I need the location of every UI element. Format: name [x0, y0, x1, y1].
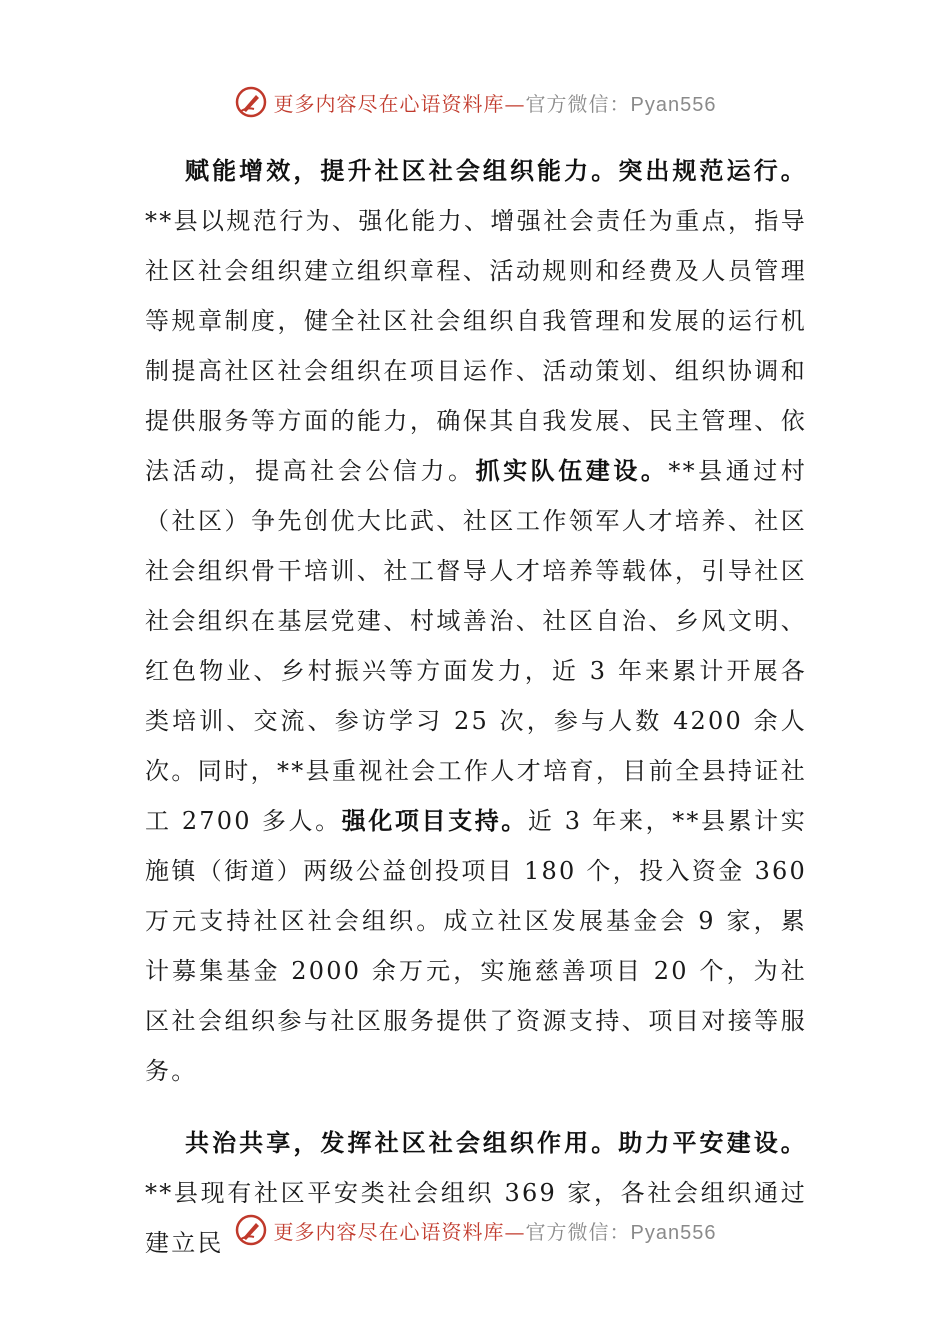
banner-text: 更多内容尽在心语资料库—官方微信：Pyan556	[273, 91, 717, 116]
banner-wechat: 官方微信：Pyan556	[525, 93, 717, 116]
document-body	[145, 146, 807, 1290]
paragraph-text: **县现有社区平安类社会组织 369 家，各社会组织通过建立民	[145, 1179, 807, 1257]
heading-bold: 强化项目支持。	[341, 806, 528, 835]
heading-bold: 抓实队伍建设。	[475, 456, 669, 485]
header-watermark-banner	[0, 82, 950, 122]
heading-bold: 赋能增效，提升社区社会组织能力。突出规范运行。	[185, 156, 807, 185]
pen-logo-icon	[234, 85, 268, 119]
paragraph-text: **县通过村（社区）争先创优大比武、社区工作领军人才培养、社区社会组织骨干培训、社工督导人才培养等载体，引导社区社会组织在基层党建、村域善治、社区自治、乡风文明、红色物业、乡村振兴等方面发力，近 3 年来累计开展各类培训、交流、参访学习 25 次，参与人数 4200 余人次。同时，**县重视社会工作人才培育，目前全县持证社工 2700 多人。	[145, 457, 808, 835]
banner-wechat: 官方微信：Pyan556	[525, 1221, 717, 1244]
paragraph-text: **县以规范行为、强化能力、增强社会责任为重点，指导社区社会组织建立组织章程、活动规则和经费及人员管理等规章制度，健全社区社会组织自我管理和发展的运行机制提高社区社会组织在项目运作、活动策划、组织协调和提供服务等方面的能力，确保其自我发展、民主管理、依法活动，提高社会公信力。	[145, 207, 807, 485]
footer-watermark-banner	[0, 1210, 950, 1250]
paragraph-1	[145, 146, 807, 1096]
paragraph-text: 近 3 年来，**县累计实施镇（街道）两级公益创投项目 180 个，投入资金 360 万元支持社区社会组织。成立社区发展基金会 9 家，累计募集基金 2000 余万元，实施慈善项目 20 个，为社区社会组织参与社区服务提供了资源支持、项目对接等服务。	[145, 807, 807, 1085]
pen-logo-icon	[234, 1213, 268, 1247]
heading-bold: 共治共享，发挥社区社会组织作用。助力平安建设。	[185, 1128, 807, 1157]
banner-text: 更多内容尽在心语资料库—官方微信：Pyan556	[273, 1219, 717, 1244]
